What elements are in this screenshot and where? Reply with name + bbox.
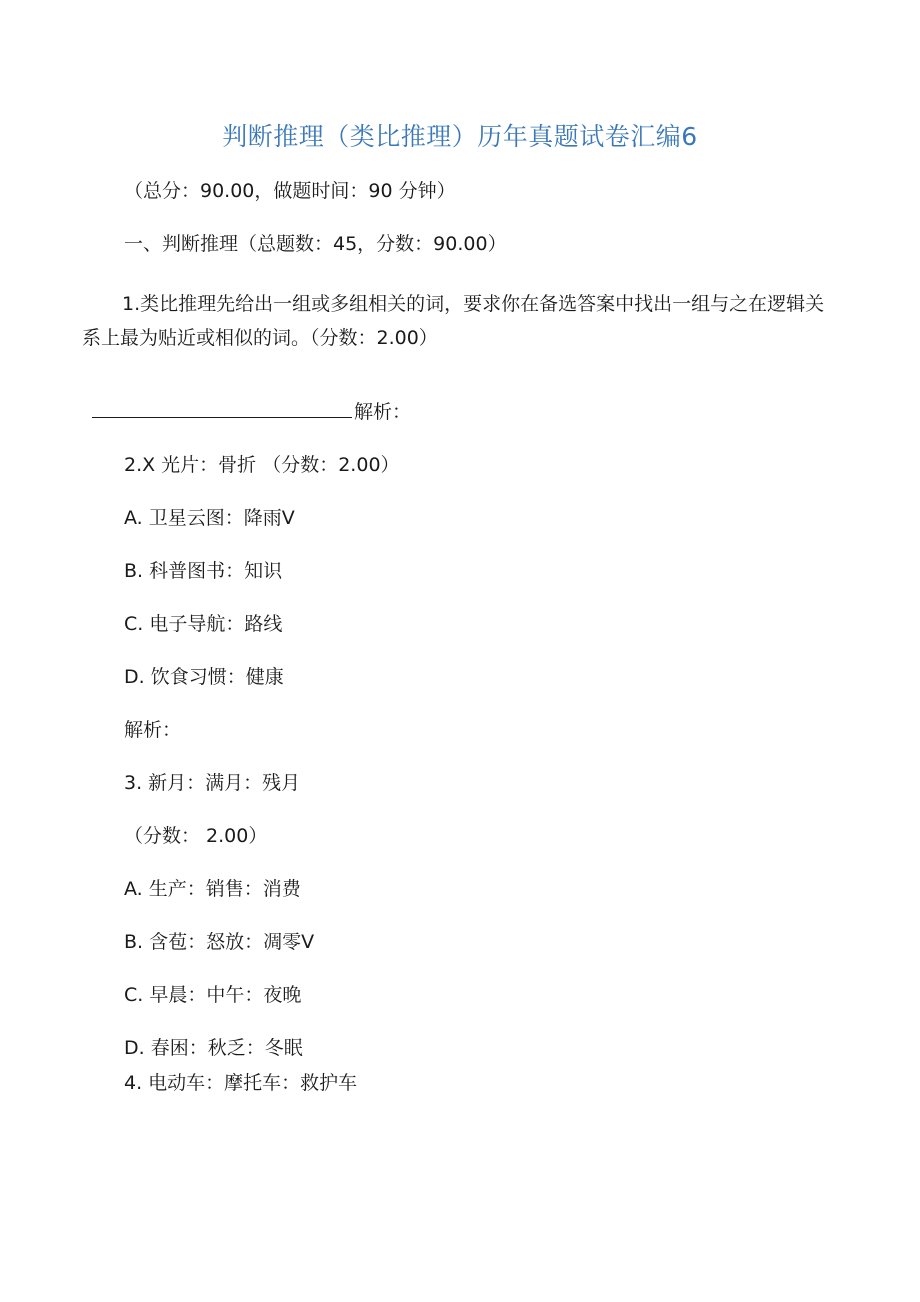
section-heading: 一、判断推理（总题数：45，分数：90.00） xyxy=(124,233,507,255)
document-title: 判断推理（类比推理）历年真题试卷汇编6 xyxy=(222,122,698,151)
question-3-option-a: A. 生产：销售：消费 xyxy=(124,878,301,900)
question-3-option-c: C. 早晨：中午：夜晚 xyxy=(124,984,302,1006)
answer-blank-line xyxy=(92,399,352,418)
question-1-intro: 1.类比推理先给出一组或多组相关的词，要求你在备选答案中找出一组与之在逻辑关系上最为贴近或相似的词。（分数：2.00） xyxy=(82,293,825,349)
question-3-option-b: B. 含苞：怒放：凋零V xyxy=(124,931,315,953)
question-2-analysis: 解析： xyxy=(124,719,182,741)
question-2-option-b: B. 科普图书：知识 xyxy=(124,560,283,582)
analysis-label: 解析： xyxy=(354,401,412,423)
question-2-option-c: C. 电子导航：路线 xyxy=(124,613,283,635)
exam-meta: （总分：90.00，做题时间：90 分钟） xyxy=(124,180,456,202)
question-3-stem: 3. 新月：满月：残月 xyxy=(124,772,301,794)
question-2-option-d: D. 饮食习惯：健康 xyxy=(124,666,284,688)
question-4-stem: 4. 电动车：摩托车：救护车 xyxy=(124,1072,358,1094)
question-2-stem: 2.X 光片：骨折 （分数：2.00） xyxy=(124,454,400,476)
question-3-option-d: D. 春困：秋乏：冬眠 xyxy=(124,1037,303,1059)
question-2-option-a: A. 卫星云图：降雨V xyxy=(124,507,295,529)
answer-blank-row xyxy=(92,399,411,424)
question-3-score: （分数： 2.00） xyxy=(124,825,268,847)
